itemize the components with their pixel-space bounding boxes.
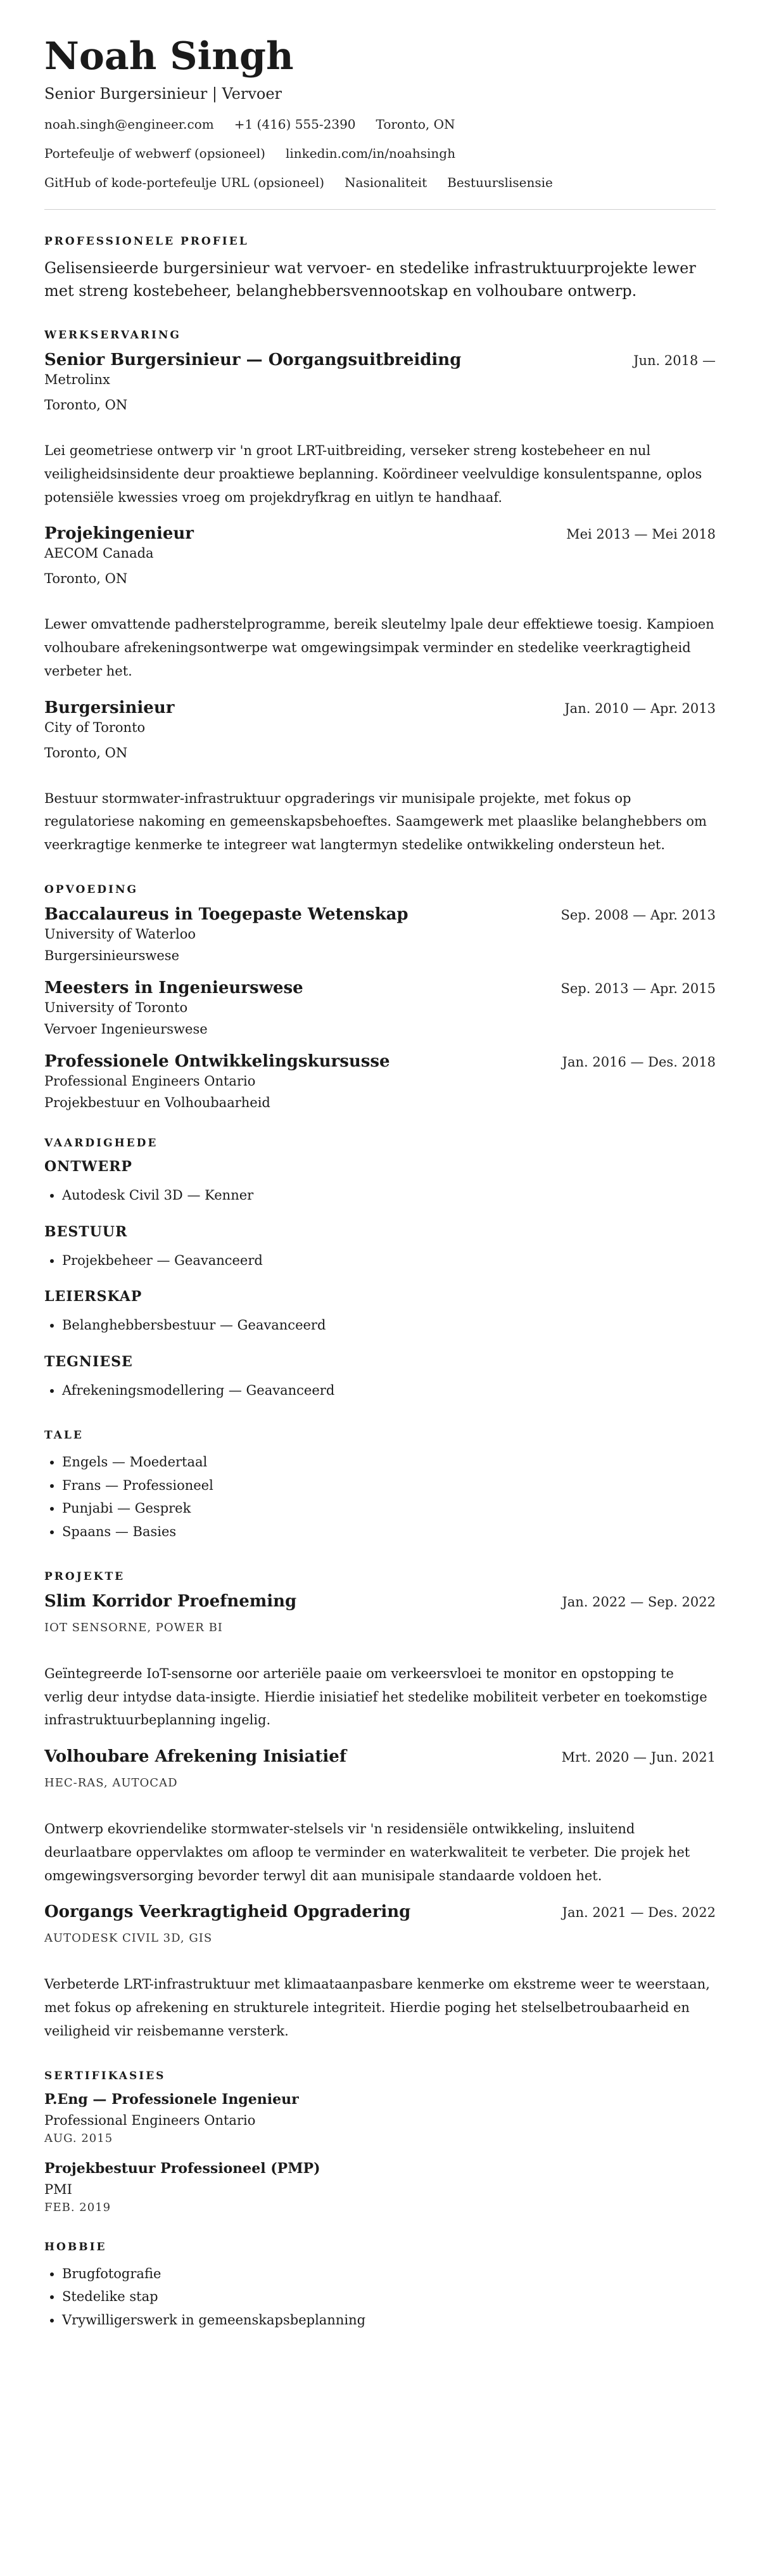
skills-section <box>44 1137 716 1402</box>
languages-section <box>44 1429 716 1544</box>
hobbies-section <box>44 2241 716 2332</box>
cert-title: P.Eng — Professionele Ingenieur <box>44 2091 299 2108</box>
experience-entry <box>44 524 716 682</box>
candidate-headline: Senior Burgersinieur | Vervoer <box>44 85 282 103</box>
job-description: Bestuur stormwater-infrastruktuur opgraderings vir munisipale projekte, met fokus op regulatoriese nakoming en gemeenskapsbehoeftes. Saamgewerk met plaaslike belanghebbers om veerkragtige kenmerke te integreer wat langtermyn stedelike ontwikkeling ondersteun het. <box>44 790 707 852</box>
degree-field: Projekbestuur en Volhoubaarheid <box>44 1094 270 1110</box>
cert-issuer: PMI <box>44 2181 72 2197</box>
profile-summary: Gelisensieerde burgersinieur wat vervoer- en stedelike infrastruktuurprojekte lewer met streng kostebeheer, belanghebbersvennootskap en volhoubare ontwerp. <box>44 259 696 300</box>
certifications-section <box>44 2070 716 2214</box>
degree-title: Professionele Ontwikkelingskursusse <box>44 1051 390 1071</box>
education-entry <box>44 905 716 963</box>
section-title-experience: WERKSERVARING <box>44 329 181 342</box>
contact-license: Bestuurslisensie <box>447 175 553 190</box>
project-entry <box>44 1592 716 1732</box>
degree-field: Vervoer Ingenieurswese <box>44 1021 208 1037</box>
project-date: Jan. 2021 — Des. 2022 <box>562 1905 716 1921</box>
section-title-education: OPVOEDING <box>44 883 139 896</box>
skill-item: • Belanghebbersbestuur — Geavanceerd <box>62 1314 716 1337</box>
skill-category: TEGNIESE <box>44 1354 133 1370</box>
project-tools: AUTODESK CIVIL 3D, GIS <box>44 1932 213 1945</box>
contact-row-links <box>44 146 716 161</box>
cert-date: AUG. 2015 <box>44 2131 113 2145</box>
contact-row-primary <box>44 117 716 132</box>
contact-nationality: Nasionaliteit <box>345 175 428 190</box>
project-tools: IOT SENSORNE, POWER BI <box>44 1620 223 1634</box>
skill-category: ONTWERP <box>44 1158 132 1175</box>
profile-section <box>44 235 716 302</box>
project-description: Ontwerp ekovriendelike stormwater-stelsels vir 'n residensiële ontwikkeling, insluitend deurlaatbare oppervlaktes om afloop te verminder en waterkwaliteit te verbeter. Die projek het omgewingsversorging bevorder terwyl dit aan munisipale standaarde voldoen het. <box>44 1821 690 1883</box>
skill-list <box>44 1249 716 1272</box>
degree-field: Burgersinieurswese <box>44 947 180 963</box>
project-description: Geïntegreerde IoT-sensorne oor arteriële paaie om verkeersvloei te monitor en opstopping te verlig deur intydse data-insigte. Hierdie inisiatief het stedelike mobiliteit verbeter en toekomstige infrastruktuurbeplanning ingelig. <box>44 1665 707 1728</box>
hobby-item: • Vrywilligerswerk in gemeenskapsbeplanning <box>62 2309 716 2332</box>
header-divider <box>44 209 716 210</box>
experience-section <box>44 329 716 857</box>
degree-date: Sep. 2013 — Apr. 2015 <box>560 980 716 996</box>
skill-item: • Projekbeheer — Geavanceerd <box>62 1249 716 1272</box>
degree-institution: Professional Engineers Ontario <box>44 1073 256 1089</box>
degree-institution: University of Toronto <box>44 999 188 1015</box>
project-tools: HEC-RAS, AUTOCAD <box>44 1776 178 1790</box>
job-employer: AECOM Canada <box>44 546 154 561</box>
job-location: Toronto, ON <box>44 397 128 413</box>
hobby-item: • Brugfotografie <box>62 2262 716 2286</box>
contact-phone[interactable]: +1 (416) 555-2390 <box>234 117 356 132</box>
language-item: • Punjabi — Gesprek <box>62 1497 716 1520</box>
job-date: Mei 2013 — Mei 2018 <box>566 527 716 542</box>
degree-title: Meesters in Ingenieurswese <box>44 978 303 997</box>
job-location: Toronto, ON <box>44 571 128 587</box>
skill-list <box>44 1379 716 1402</box>
job-date: Jan. 2010 — Apr. 2013 <box>564 700 716 716</box>
job-description: Lei geometriese ontwerp vir 'n groot LRT-uitbreiding, verseker streng kostebeheer en nul veiligheidsinsidente deur proaktiewe beplanning. Koördineer veelvuldige konsulentspanne, oplos potensiële kwessies vroeg om projekdryfkrag en uitlyn te handhaaf. <box>44 443 702 505</box>
language-item: • Engels — Moedertaal <box>62 1451 716 1474</box>
resume-header <box>44 35 716 190</box>
job-description: Lewer omvattende padherstelprogramme, bereik sleutelmy lpale deur effektiewe toesig. Kampioen volhoubare afrekeningsontwerpe wat omgewingsimpak verminder en stedelike veerkragtigheid verbeter het. <box>44 617 714 679</box>
education-section <box>44 883 716 1110</box>
section-title-skills: VAARDIGHEDE <box>44 1136 158 1150</box>
project-date: Mrt. 2020 — Jun. 2021 <box>561 1750 716 1765</box>
job-date: Jun. 2018 — <box>633 353 716 368</box>
skill-category: LEIERSKAP <box>44 1288 142 1305</box>
project-description: Verbeterde LRT-infrastruktuur met klimaataanpasbare kenmerke om ekstreme weer te weerstaan, met fokus op afrekening en strukturele integriteit. Hierdie poging het stelselbetroubaarheid en veiligheid vir reisbemanne versterk. <box>44 1977 710 2039</box>
project-title: Volhoubare Afrekening Inisiatief <box>44 1747 347 1766</box>
degree-date: Sep. 2008 — Apr. 2013 <box>560 907 716 923</box>
skill-item: • Afrekeningsmodellering — Geavanceerd <box>62 1379 716 1402</box>
projects-section <box>44 1570 716 2043</box>
cert-date: FEB. 2019 <box>44 2200 111 2214</box>
skill-list <box>44 1314 716 1337</box>
degree-title: Baccalaureus in Toegepaste Wetenskap <box>44 904 408 924</box>
degree-institution: University of Waterloo <box>44 926 196 942</box>
cert-issuer: Professional Engineers Ontario <box>44 2112 256 2128</box>
experience-entry <box>44 698 716 857</box>
job-employer: Metrolinx <box>44 372 110 387</box>
degree-date: Jan. 2016 — Des. 2018 <box>562 1054 716 1070</box>
project-title: Slim Korridor Proefneming <box>44 1591 297 1611</box>
skill-category: BESTUUR <box>44 1223 128 1240</box>
project-entry <box>44 1902 716 2042</box>
contact-location: Toronto, ON <box>376 117 455 132</box>
section-title-projects: PROJEKTE <box>44 1570 125 1583</box>
project-title: Oorgangs Veerkragtigheid Opgradering <box>44 1902 411 1922</box>
candidate-name: Noah Singh <box>44 34 294 79</box>
language-item: • Spaans — Basies <box>62 1520 716 1544</box>
skill-list <box>44 1184 716 1207</box>
cert-title: Projekbestuur Professioneel (PMP) <box>44 2160 320 2177</box>
hobby-item: • Stedelike stap <box>62 2285 716 2309</box>
job-title: Senior Burgersinieur — Oorgangsuitbreiding <box>44 350 462 369</box>
education-entry <box>44 978 716 1037</box>
section-title-hobbies: HOBBIE <box>44 2240 107 2253</box>
section-title-certifications: SERTIFIKASIES <box>44 2069 166 2082</box>
contact-linkedin[interactable]: linkedin.com/in/noahsingh <box>285 146 455 161</box>
job-location: Toronto, ON <box>44 745 128 760</box>
contact-row-extra <box>44 175 716 190</box>
section-title-profile: PROFESSIONELE PROFIEL <box>44 235 249 248</box>
job-title: Projekingenieur <box>44 524 194 544</box>
education-entry <box>44 1052 716 1110</box>
project-entry <box>44 1747 716 1887</box>
job-employer: City of Toronto <box>44 719 146 735</box>
experience-entry <box>44 350 716 509</box>
skill-item: • Autodesk Civil 3D — Kenner <box>62 1184 716 1207</box>
contact-github[interactable]: GitHub of kode-portefeulje URL (opsioneel) <box>44 175 325 190</box>
hobby-list <box>44 2262 716 2332</box>
language-list <box>44 1451 716 1544</box>
language-item: • Frans — Professioneel <box>62 1474 716 1497</box>
contact-email[interactable]: noah.singh@engineer.com <box>44 117 214 132</box>
contact-portfolio[interactable]: Portefeulje of webwerf (opsioneel) <box>44 146 265 161</box>
job-title: Burgersinieur <box>44 698 175 717</box>
project-date: Jan. 2022 — Sep. 2022 <box>562 1594 716 1610</box>
section-title-languages: TALE <box>44 1428 84 1442</box>
